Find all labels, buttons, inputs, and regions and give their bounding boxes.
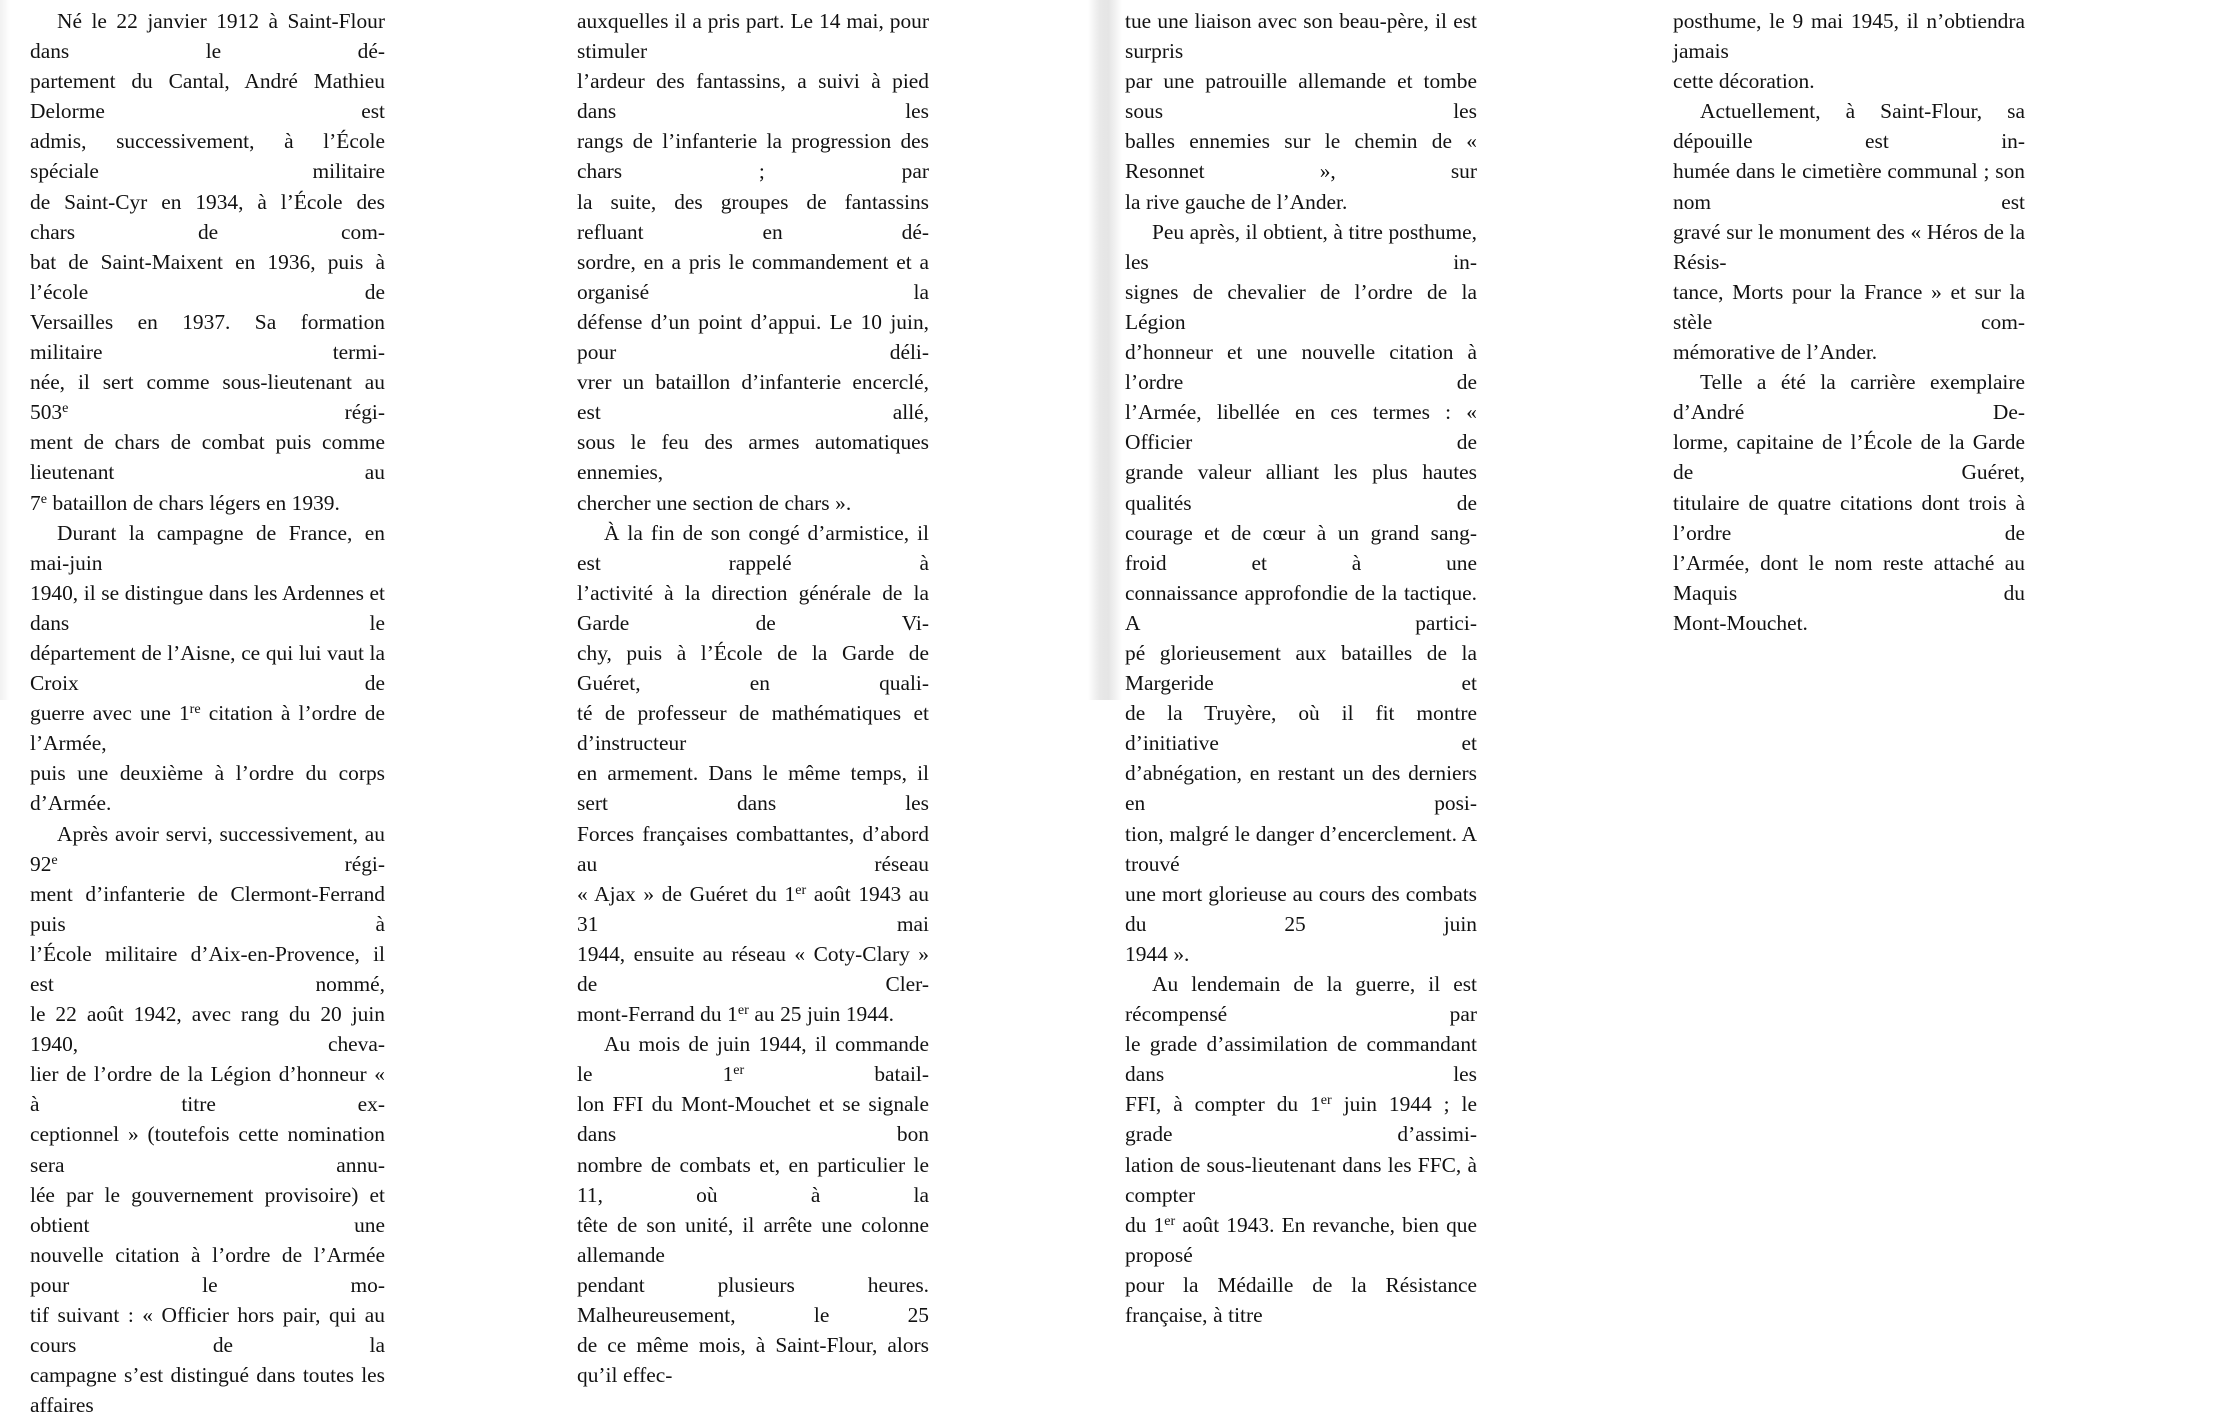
text-line: chy, puis à l’École de la Garde de Guéret, en quali-	[577, 640, 929, 696]
paragraph	[577, 518, 929, 1030]
text-line: tue une liaison avec son beau-père, il est surpris	[1125, 9, 1477, 64]
text-line: 1944 ».	[1125, 941, 1190, 966]
text-line: lation de sous-lieutenant dans les FFC, à compter	[1125, 1152, 1477, 1207]
text-line: ceptionnel » (toutefois cette nomination sera annu-	[30, 1122, 385, 1177]
paragraph	[30, 518, 385, 819]
text-line: l’activité à la direction générale de la Garde de Vi-	[577, 580, 929, 635]
text-line: Actuellement, à Saint-Flour, sa dépouille est in-	[1673, 99, 2025, 154]
text-line: Au mois de juin 1944, il commande le 1er batail-	[577, 1032, 929, 1087]
text-line: 1940, il se distingue dans les Ardennes et dans le	[30, 580, 385, 635]
text-line: posthume, le 9 mai 1945, il n’obtiendra jamais	[1673, 9, 2025, 64]
paragraph	[30, 6, 385, 518]
text-line: d’honneur et une nouvelle citation à l’ordre de	[1125, 340, 1477, 395]
text-line: l’Armée, dont le nom reste attaché au Maquis du	[1673, 550, 2025, 605]
paragraph	[30, 819, 385, 1420]
text-line: Né le 22 janvier 1912 à Saint-Flour dans le dé-	[30, 9, 385, 64]
text-line: lée par le gouvernement provisoire) et obtient une	[30, 1182, 385, 1237]
text-line: le grade d’assimilation de commandant dans les	[1125, 1032, 1477, 1087]
text-line: Mont-Mouchet.	[1673, 610, 1808, 635]
text-line: té de professeur de mathématiques et d’instructeur	[577, 701, 929, 756]
text-line: À la fin de son congé d’armistice, il est rappelé à	[577, 520, 929, 575]
paragraph	[1673, 6, 2025, 96]
text-line: « Ajax » de Guéret du 1er août 1943 au 31 mai	[577, 881, 929, 936]
text-line: campagne s’est distingué dans toutes les affaires	[30, 1363, 385, 1418]
text-line: Au lendemain de la guerre, il est récompensé par	[1125, 972, 1477, 1027]
paragraph	[1673, 367, 2025, 638]
text-line: la rive gauche de l’Ander.	[1125, 189, 1348, 214]
paragraph	[1673, 96, 2025, 367]
text-line: connaissance approfondie de la tactique. A partici-	[1125, 580, 1477, 635]
text-line: courage et de cœur à un grand sang-froid et à une	[1125, 520, 1477, 575]
text-column-1	[30, 6, 385, 1420]
text-line: du 1er août 1943. En revanche, bien que proposé	[1125, 1212, 1477, 1267]
text-line: tête de son unité, il arrête une colonne allemande	[577, 1212, 929, 1267]
text-line: le 22 août 1942, avec rang du 20 juin 1940, cheva-	[30, 1002, 385, 1057]
text-line: nouvelle citation à l’ordre de l’Armée pour le mo-	[30, 1242, 385, 1297]
text-line: partement du Cantal, André Mathieu Delorme est	[30, 69, 385, 124]
text-line: l’ardeur des fantassins, a suivi à pied dans les	[577, 69, 929, 124]
text-line: lorme, capitaine de l’École de la Garde de Guéret,	[1673, 430, 2025, 485]
paragraph	[577, 1029, 929, 1390]
text-line: pendant plusieurs heures. Malheureusement, le 25	[577, 1272, 929, 1328]
text-line: mémorative de l’Ander.	[1673, 340, 1878, 365]
text-column-3	[1125, 6, 1477, 1330]
text-line: ment d’infanterie de Clermont-Ferrand puis à	[30, 881, 385, 936]
text-line: ment de chars de combat puis comme lieutenant au	[30, 430, 385, 485]
text-column-2	[577, 6, 929, 1390]
text-line: de Saint-Cyr en 1934, à l’École des chars de com-	[30, 189, 385, 244]
text-line: la suite, des groupes de fantassins refluant en dé-	[577, 189, 929, 244]
text-line: mont-Ferrand du 1er au 25 juin 1944.	[577, 1002, 894, 1027]
text-line: auxquelles il a pris part. Le 14 mai, pour stimuler	[577, 9, 929, 64]
text-line: Versailles en 1937. Sa formation militaire termi-	[30, 309, 385, 365]
text-line: cette décoration.	[1673, 69, 1815, 94]
text-line: guerre avec une 1re citation à l’ordre de l’Armée,	[30, 701, 385, 756]
text-line: défense d’un point d’appui. Le 10 juin, pour déli-	[577, 309, 929, 365]
text-line: Après avoir servi, successivement, au 92e régi-	[30, 821, 385, 876]
text-line: chercher une section de chars ».	[577, 490, 852, 515]
text-line: département de l’Aisne, ce qui lui vaut la Croix de	[30, 640, 385, 696]
text-line: de la Truyère, où il fit montre d’initiative et	[1125, 701, 1477, 756]
text-column-4	[1673, 6, 2025, 638]
text-line: puis une deuxième à l’ordre du corps d’Armée.	[30, 761, 385, 816]
text-line: vrer un bataillon d’infanterie encerclé, est allé,	[577, 370, 929, 425]
text-line: sordre, en a pris le commandement et a organisé la	[577, 249, 929, 304]
text-line: Telle a été la carrière exemplaire d’André De-	[1673, 370, 2025, 425]
text-line: balles ennemies sur le chemin de « Resonnet », sur	[1125, 129, 1477, 184]
text-line: tif suivant : « Officier hors pair, qui au cours de la	[30, 1303, 385, 1358]
text-line: 1944, ensuite au réseau « Coty-Clary » de Cler-	[577, 941, 929, 996]
text-line: humée dans le cimetière communal ; son nom est	[1673, 159, 2025, 214]
text-line: l’Armée, libellée en ces termes : « Officier de	[1125, 400, 1477, 455]
text-line: 7e bataillon de chars légers en 1939.	[30, 490, 340, 515]
text-line: nombre de combats et, en particulier le 11, où à la	[577, 1152, 929, 1207]
text-line: lier de l’ordre de la Légion d’honneur « à titre ex-	[30, 1062, 385, 1117]
text-line: titulaire de quatre citations dont trois à l’ordre de	[1673, 490, 2025, 545]
text-line: bat de Saint-Maixent en 1936, puis à l’école de	[30, 249, 385, 304]
text-line: grande valeur alliant les plus hautes qualités de	[1125, 460, 1477, 515]
text-line: FFI, à compter du 1er juin 1944 ; le grade d’assimi-	[1125, 1092, 1477, 1147]
text-line: l’École militaire d’Aix-en-Provence, il est nommé,	[30, 941, 385, 996]
text-line: Peu après, il obtient, à titre posthume, les in-	[1125, 219, 1477, 274]
text-line: lon FFI du Mont-Mouchet et se signale dans bon	[577, 1092, 929, 1147]
text-line: tance, Morts pour la France » et sur la stèle com-	[1673, 279, 2025, 334]
paragraph	[577, 6, 929, 518]
text-line: de ce même mois, à Saint-Flour, alors qu’il effec-	[577, 1333, 929, 1388]
paragraph	[1125, 217, 1477, 969]
text-line: sous le feu des armes automatiques ennemies,	[577, 430, 929, 485]
text-line: pé glorieusement aux batailles de la Margeride et	[1125, 640, 1477, 696]
text-line: en armement. Dans le même temps, il sert dans les	[577, 761, 929, 816]
paragraph	[1125, 969, 1477, 1330]
text-line: par une patrouille allemande et tombe sous les	[1125, 69, 1477, 124]
text-line: Forces françaises combattantes, d’abord au réseau	[577, 821, 929, 876]
text-line: gravé sur le monument des « Héros de la Résis-	[1673, 219, 2025, 274]
text-line: admis, successivement, à l’École spéciale militaire	[30, 129, 385, 184]
text-line: Durant la campagne de France, en mai-juin	[30, 520, 385, 575]
text-line: tion, malgré le danger d’encerclement. A trouvé	[1125, 821, 1477, 876]
text-line: d’abnégation, en restant un des derniers en posi-	[1125, 761, 1477, 816]
text-line: pour la Médaille de la Résistance française, à titre	[1125, 1272, 1477, 1328]
paragraph	[1125, 6, 1477, 217]
text-line: née, il sert comme sous-lieutenant au 503e régi-	[30, 370, 385, 425]
text-line: une mort glorieuse au cours des combats du 25 juin	[1125, 881, 1477, 936]
text-line: rangs de l’infanterie la progression des chars ; par	[577, 129, 929, 184]
text-line: signes de chevalier de l’ordre de la Légion	[1125, 279, 1477, 334]
